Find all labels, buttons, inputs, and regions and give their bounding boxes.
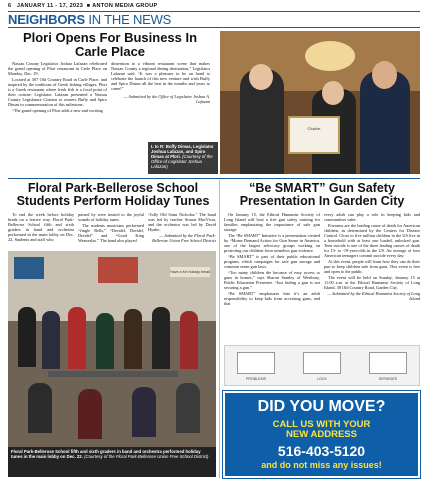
page-number: 6 [8, 3, 12, 9]
plori-photo [220, 31, 420, 174]
diagram-label: PROBLEMS [246, 377, 266, 381]
smart-paragraph: At this event, people will learn how they can do their part to keep children safe from guns. This event is free and open to the public. [324, 259, 420, 274]
section-rule [8, 27, 420, 28]
photo-student [132, 387, 156, 437]
photo-student [68, 307, 86, 369]
photo-student [78, 389, 102, 439]
problems-illustration [237, 352, 275, 374]
photo-lamp [305, 41, 355, 71]
photo-student [18, 307, 36, 367]
photo-student [28, 383, 52, 433]
ad-phone: 516-403-5120 [277, 443, 366, 459]
plori-caption [148, 142, 218, 174]
smart-paragraph: The event will be held on Sunday, January 15 at 11:00 a.m. at the Ethical Humanist Society of Long Island, 38 Old Country Road, Garden City. [324, 275, 420, 290]
photo-student [96, 313, 114, 369]
plori-paragraph: “The grand opening of Plori adds a new and exciting [12, 108, 103, 113]
photo-student [42, 311, 60, 369]
smart-paragraph: every adult can play a role in keeping kids and communities safer. [324, 212, 420, 222]
plori-paragraph: Located at 307 Old Country Road in Carle Place, and inspired by the traditions of Greek fishing villages, Plori is a Greek restaurant where fresh fish is a focal point of their cuisine. Legislator Lafazan presented a Nassau County Legislature Citation to owners Buffy and Spiro Dimas in commemoration of this milestone. [8, 77, 107, 107]
photo-student [124, 309, 142, 369]
holiday-banner: Have a fun holiday break [170, 267, 210, 277]
plori-signature: — Submitted by the Office of Legislator Joshua A. Lafazan [123, 94, 210, 104]
floral-col-3 [148, 212, 216, 243]
plori-caption-credit: (Courtesy of the Office of Legislator Joshua Lafazan) [151, 154, 213, 169]
floral-col-1 [8, 212, 74, 243]
photo-poster [98, 257, 138, 283]
diagram-label: SEPARATE [378, 377, 398, 381]
diagram-label: LOCK [317, 377, 327, 381]
smart-headline: “Be SMART” Gun Safety Presentation In Garden City [239, 181, 405, 209]
address-change-ad [223, 391, 420, 478]
smart-paragraph: “Too many children die because of easy access to guns in homes,” says Sharon Stanley of Westbury, Public Education Presenter. “Just hiding a gun is not securing a gun.” [224, 270, 320, 290]
floral-paragraph: The students musicians performed “Jingle Bells,” “Dreidel, Dreidel, Dreidel” and “Good King Wenceslas.” The band also played [78, 223, 144, 243]
photo-face-right [372, 61, 397, 89]
floral-paragraph: passed by were treated to the joyful sounds of holiday tunes. [78, 212, 144, 222]
article-divider [8, 178, 420, 179]
photo-face-center [322, 81, 344, 105]
plori-col-2 [111, 61, 210, 104]
lock-illustration [303, 352, 341, 374]
smart-col-1 [224, 212, 320, 307]
section-title-main: NEIGHBORS [8, 12, 85, 27]
photo-student [152, 307, 170, 369]
page-header: 6 JANUARY 11 - 17, 2023 ■ ANTON MEDIA GROUP [8, 3, 158, 9]
plori-paragraph: Nassau County Legislator Joshua Lafazan celebrated the grand opening of Plori restaurant in Carle Place on Monday, Dec. 19. [8, 61, 107, 76]
smart-signature: — Submitted by the Ethical Humanist Society of Long Island [327, 291, 420, 301]
photo-face-left [249, 64, 273, 90]
floral-paragraph: “Jolly Old Saint Nicholas.” The band was led by teacher Simon MacVicar, and the orchestra was led by David Hyabo. [148, 212, 216, 232]
section-title-suffix: IN THE NEWS [88, 12, 172, 27]
smart-paragraph: “Be SMART” is part of their public educational program, which campaigns for safe gun storage and common sense gun laws. [224, 254, 320, 269]
safety-diagram [224, 345, 420, 386]
photo-student [180, 311, 198, 369]
citation-plaque [288, 116, 340, 154]
floral-col-2 [78, 212, 144, 244]
smart-paragraph: The “Be SMART” Initiative is a presentation created by “Moms Demand Action for Gun Sense in America, one of the largest advocacy groups working on protecting our children from senseless gun violence. [224, 233, 320, 253]
plori-caption-text: L to R: Buffy Dimas, Legislator Joshua Lafazan, and Spiro Dimas at Plori. [151, 144, 214, 159]
smart-col-2 [324, 212, 420, 301]
section-title [8, 12, 171, 27]
smart-paragraph: “Be SMART” emphasizes that it’s an adult responsibility to keep kids from accessing guns, and that [224, 291, 320, 306]
photo-student [176, 383, 200, 433]
ad-line-2: CALL US WITH YOUR [272, 419, 371, 430]
smart-paragraph: Firearms are the leading cause of death for American children, as determined by the Centers for Disease Control. Close to five million children in the US live in a household with at least one loaded, unlocked gun. Teen suicide is one of the three leading causes of death for 13- to -19-year-olds in the US. An average of four American teenagers commit suicide every day. [324, 223, 420, 258]
column-divider [219, 180, 220, 478]
ad-line-3: NEW ADDRESS [286, 429, 357, 440]
photo-music-stands [48, 371, 178, 377]
floral-photo [8, 251, 216, 447]
floral-paragraph: To end the week before holiday break on a festive way, Floral Park-Bellerose School fifth and sixth graders in band and orchestra performed in the main lobby on Dec. 22. Students and staff who [8, 212, 74, 242]
plori-headline: Plori Opens For Business In Carle Place [22, 30, 198, 59]
floral-caption [8, 447, 216, 477]
citation-label: Citation [307, 126, 321, 131]
ad-headline: DID YOU MOVE? [257, 398, 386, 415]
issue-date: JANUARY 11 - 17, 2023 [16, 3, 84, 9]
separate-illustration [369, 352, 407, 374]
floral-caption-credit: (Courtesy of the Floral Park-Bellerose Union Free School District) [84, 454, 209, 459]
floral-headline: Floral Park-Bellerose School Students Perform Holiday Tunes [16, 181, 210, 209]
plori-paragraph: dimension to a vibrant restaurant scene that makes Nassau County a regional dining destination,” Legislator Lafazan said. “It was a pleasure to be on hand to celebrate the launch of this new venture and wish Buffy and Spiro Dimas all the best in the months and years to come!” [111, 61, 210, 91]
brand-name: ANTON MEDIA GROUP [92, 3, 158, 9]
ad-line-4: and do not miss any issues! [261, 460, 382, 470]
photo-poster [14, 257, 44, 279]
plori-col-1 [8, 61, 107, 114]
smart-paragraph: On January 15, the Ethical Humanist Society of Long Island will host a free gun safety training for families emphasizing the importance of safe gun storage. [224, 212, 320, 232]
floral-caption-text: Floral Park-Bellerose School fifth and sixth graders in band and orchestra performed holiday tunes in the main lobby on Dec. 22. [11, 449, 201, 459]
floral-signature: — Submitted by the Floral Park-Bellerose Union Free School District [152, 233, 216, 243]
